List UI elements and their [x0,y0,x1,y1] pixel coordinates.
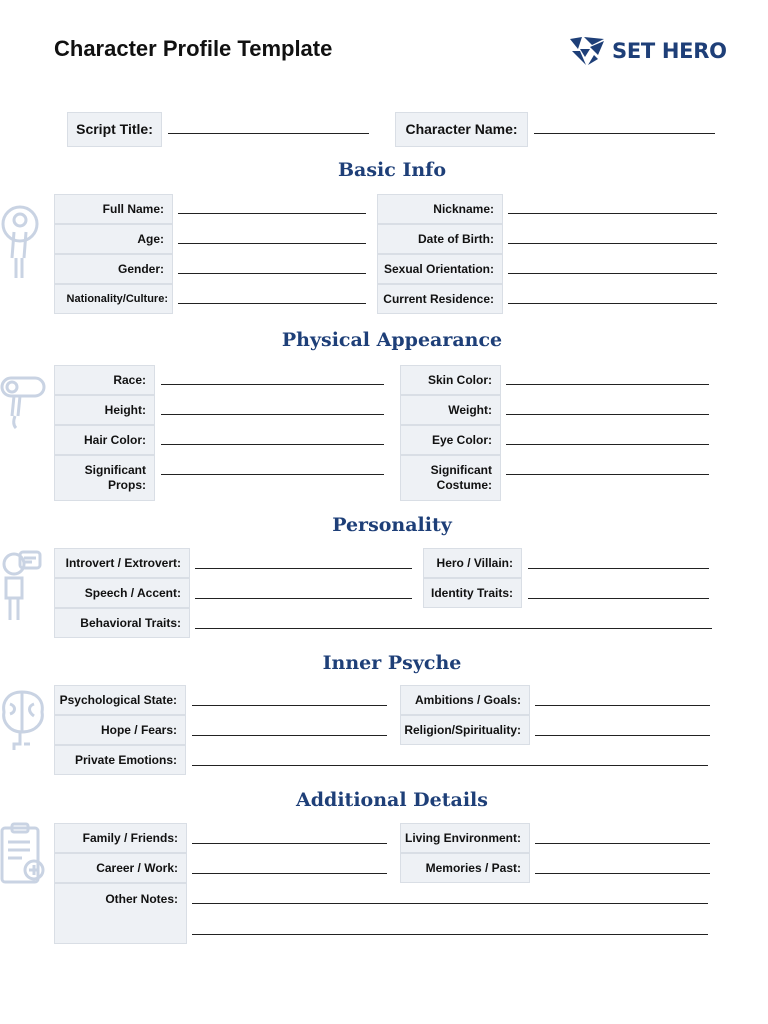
significant-props-field[interactable] [161,474,384,475]
hope-fears-field[interactable] [192,735,387,736]
field-label-career-work: Career / Work: [54,853,187,883]
hair-dryer-icon [0,372,48,432]
family-friends-field[interactable] [192,843,387,844]
identity-traits-field[interactable] [528,598,709,599]
sexual-orientation-field[interactable] [508,273,717,274]
field-label-hero-villain: Hero / Villain: [423,548,522,578]
other-notes-field-line-1[interactable] [192,903,708,904]
brain-icon [0,688,48,756]
field-label-family-friends: Family / Friends: [54,823,187,853]
skin-color-field[interactable] [506,384,709,385]
gender-field[interactable] [178,273,366,274]
field-label-current-residence: Current Residence: [377,284,503,314]
nationality-field[interactable] [178,303,366,304]
script-title-label: Script Title: [67,112,162,147]
set-hero-logo-icon [568,35,606,67]
field-label-significant-costume: Significant Costume: [400,455,501,501]
psychological-state-field[interactable] [192,705,387,706]
character-name-field[interactable] [534,133,715,134]
field-label-date-of-birth: Date of Birth: [377,224,503,254]
field-label-nickname: Nickname: [377,194,503,224]
field-label-living-environment: Living Environment: [400,823,530,853]
page-title: Character Profile Template [54,36,333,61]
field-label-private-emotions: Private Emotions: [54,745,186,775]
brand-name: SET HERO [612,39,727,63]
race-field[interactable] [161,384,384,385]
field-label-other-notes: Other Notes: [54,883,187,944]
age-field[interactable] [178,243,366,244]
field-label-speech-accent: Speech / Accent: [54,578,190,608]
career-work-field[interactable] [192,873,387,874]
field-label-identity-traits: Identity Traits: [423,578,522,608]
field-label-hope-fears: Hope / Fears: [54,715,186,745]
field-label-behavioral-traits: Behavioral Traits: [54,608,190,638]
field-label-ambitions-goals: Ambitions / Goals: [400,685,530,715]
living-environment-field[interactable] [535,843,710,844]
religion-spirituality-field[interactable] [535,735,710,736]
field-label-skin-color: Skin Color: [400,365,501,395]
field-label-height: Height: [54,395,155,425]
speech-accent-field[interactable] [195,598,412,599]
field-label-hair-color: Hair Color: [54,425,155,455]
behavioral-traits-field[interactable] [195,628,712,629]
field-label-religion-spirituality: Religion/Spirituality: [400,715,530,745]
field-label-introvert-extrovert: Introvert / Extrovert: [54,548,190,578]
field-label-age: Age: [54,224,173,254]
clipboard-plus-icon [0,822,46,886]
private-emotions-field[interactable] [192,765,708,766]
other-notes-field-line-2[interactable] [192,934,708,935]
significant-costume-field[interactable] [506,474,709,475]
date-of-birth-field[interactable] [508,243,717,244]
field-label-eye-color: Eye Color: [400,425,501,455]
current-residence-field[interactable] [508,303,717,304]
memories-past-field[interactable] [535,873,710,874]
field-label-race: Race: [54,365,155,395]
section-title-additional-details: Additional Details [296,789,488,811]
brand-logo [568,34,727,68]
section-title-inner-psyche: Inner Psyche [322,652,462,674]
field-label-gender: Gender: [54,254,173,284]
character-name-label: Character Name: [395,112,528,147]
introvert-extrovert-field[interactable] [195,568,412,569]
full-name-field[interactable] [178,213,366,214]
weight-field[interactable] [506,414,709,415]
script-title-field[interactable] [168,133,369,134]
person-icon [0,202,44,282]
nickname-field[interactable] [508,213,717,214]
hero-villain-field[interactable] [528,568,709,569]
field-label-weight: Weight: [400,395,501,425]
height-field[interactable] [161,414,384,415]
field-label-significant-props: Significant Props: [54,455,155,501]
eye-color-field[interactable] [506,444,709,445]
section-title-personality: Personality [332,514,452,536]
field-label-full-name: Full Name: [54,194,173,224]
section-title-basic-info: Basic Info [337,159,447,181]
hair-color-field[interactable] [161,444,384,445]
ambitions-goals-field[interactable] [535,705,710,706]
speaking-person-icon [0,550,44,622]
field-label-nationality: Nationality/Culture: [54,284,173,314]
field-label-sexual-orientation: Sexual Orientation: [377,254,503,284]
field-label-psychological-state: Psychological State: [54,685,186,715]
field-label-memories-past: Memories / Past: [400,853,530,883]
section-title-physical-appearance: Physical Appearance [281,329,503,351]
